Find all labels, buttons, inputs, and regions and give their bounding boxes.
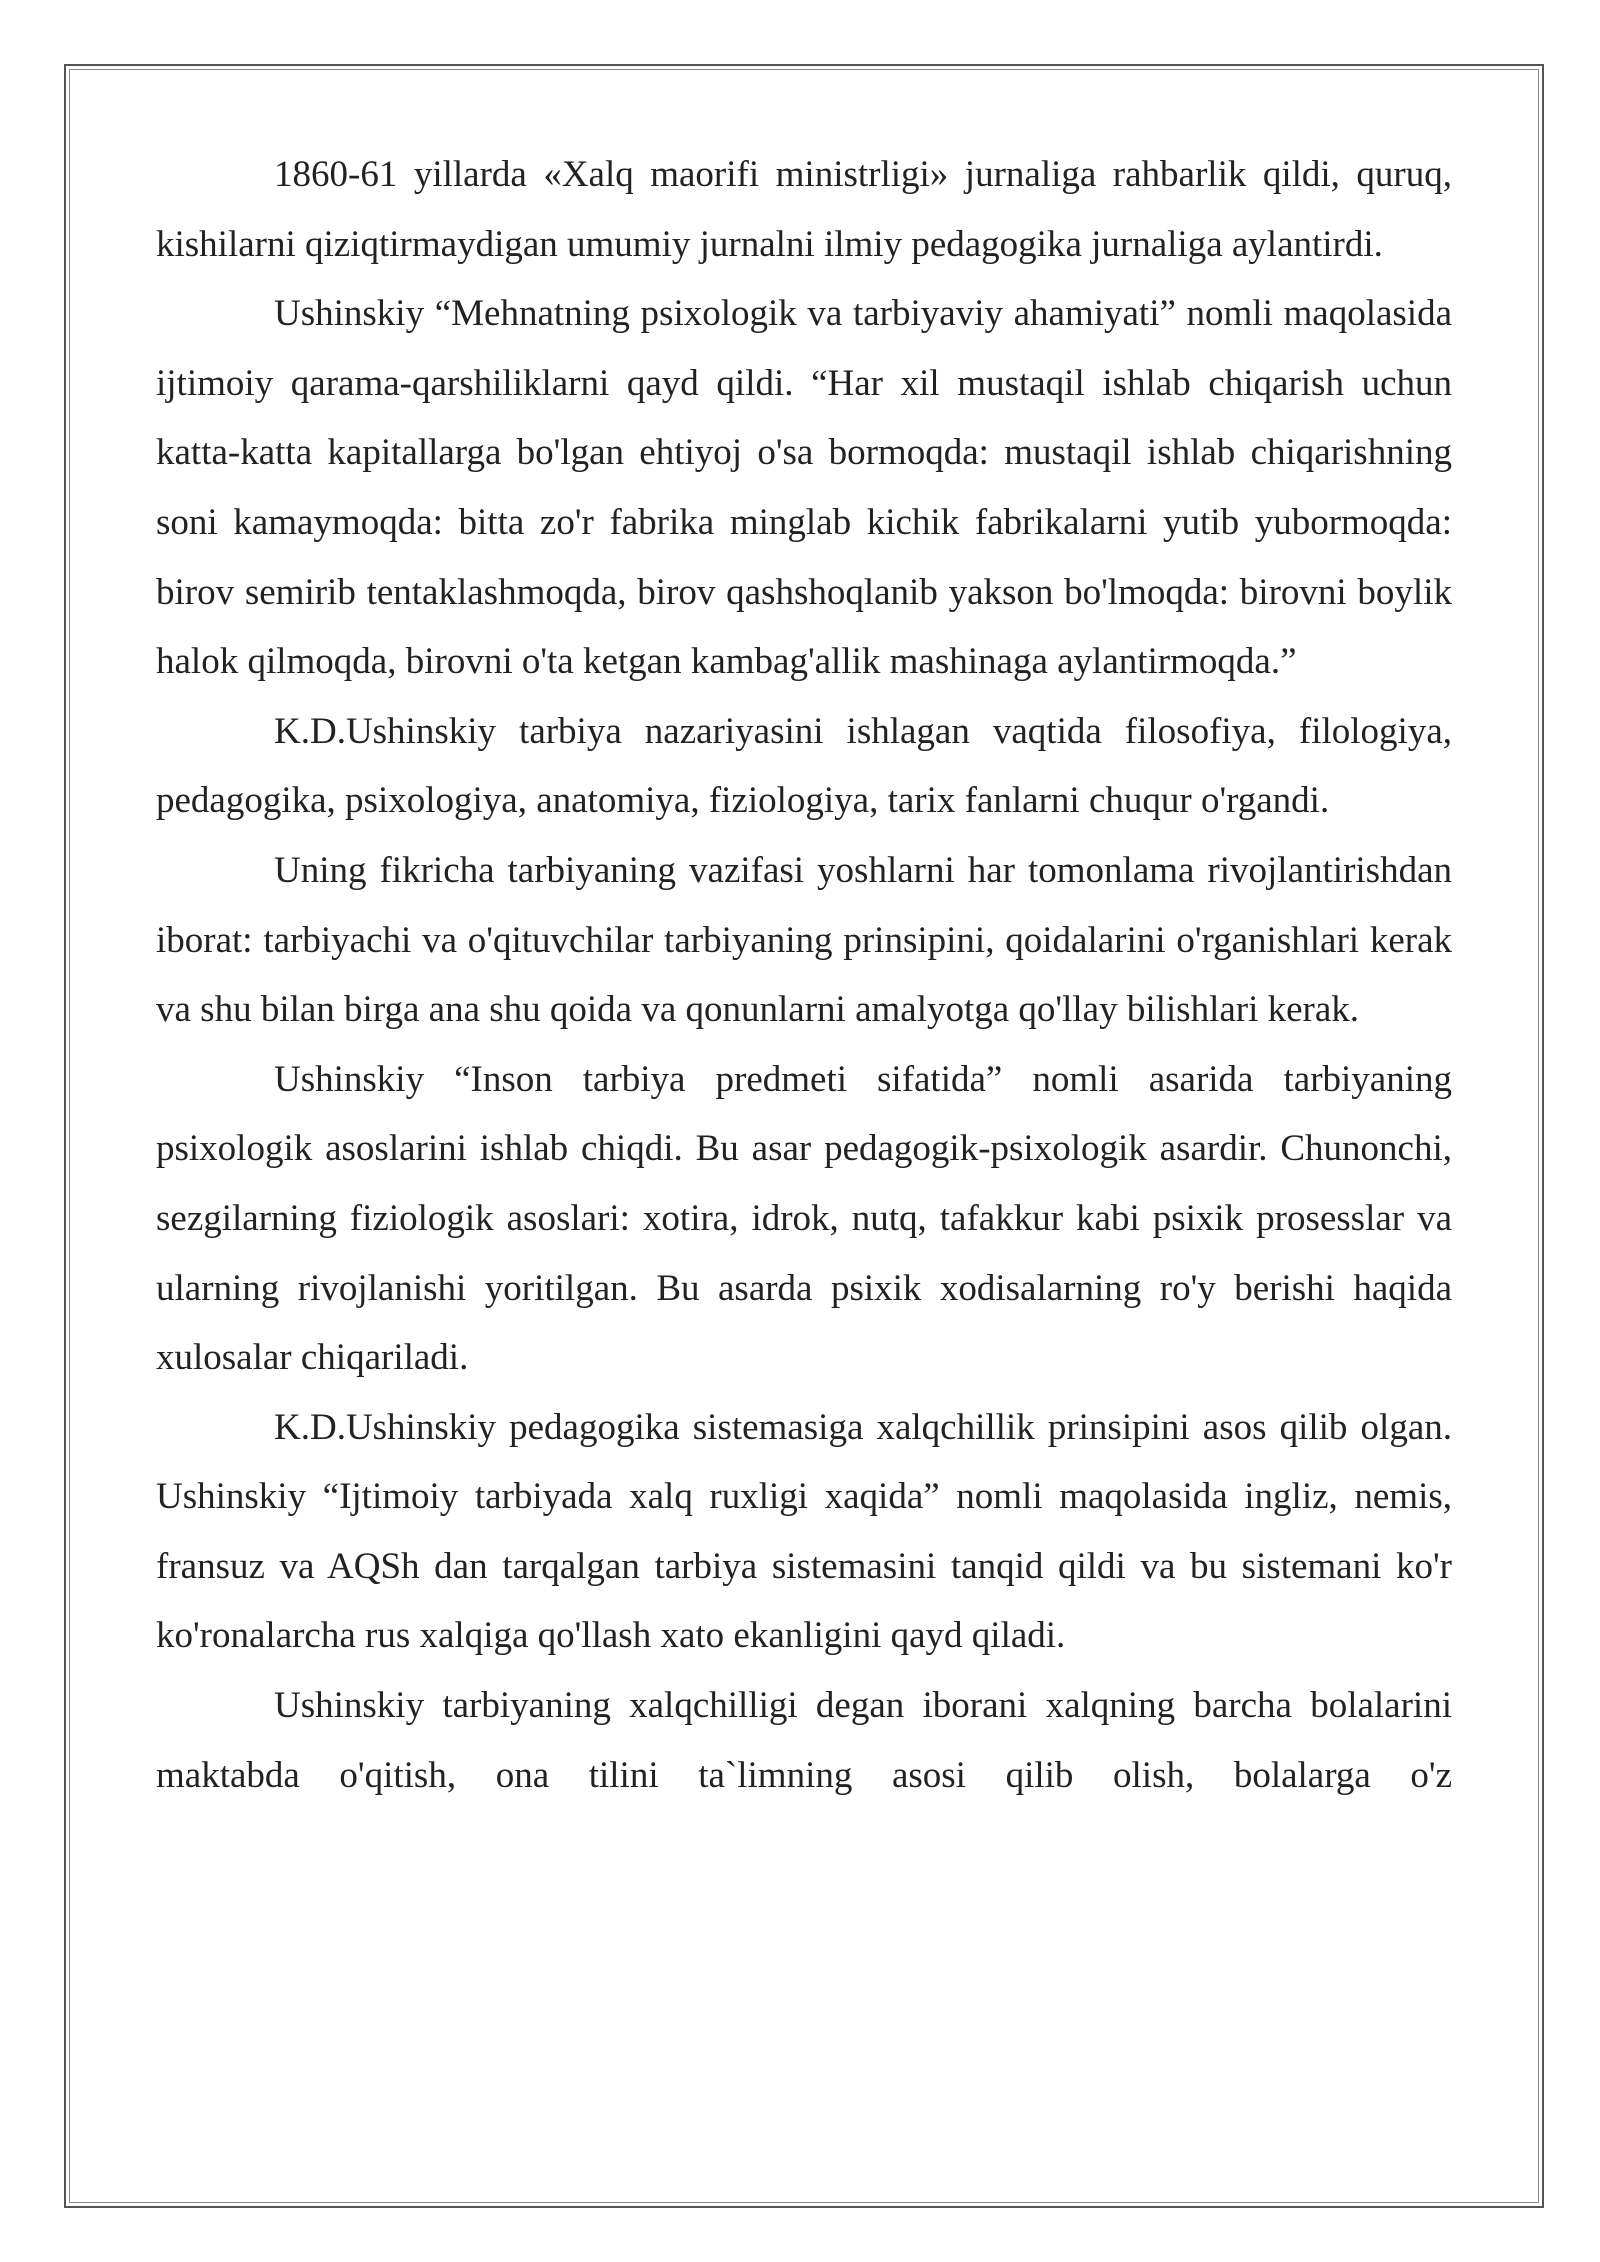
paragraph: Ushinskiy “Mehnatning psixologik va tarbiyaviy ahamiyati” nomli maqolasida ijtimoiy qarama-qarshiliklarni qayd qildi. “Har xil mustaqil ishlab chiqarish uchun katta-katta kapitallarga bo'lgan ehtiyoj o'sa bormoqda: mustaqil ishlab chiqarishning soni kamaymoqda: bitta zo'r fabrika minglab kichik fabrikalarni yutib yubormoqda: birov semirib tentaklashmoqda, birov qashshoqlanib yakson bo'lmoqda: birovni boylik halok qilmoqda, birovni o'ta ketgan kambag'allik mashinaga aylantirmoqda.” xyxy=(156,293,1452,683)
paragraph: Ushinskiy “Inson tarbiya predmeti sifatida” nomli asarida tarbiyaning psixologik asoslarini ishlab chiqdi. Bu asar pedagogik-psixologik asardir. Chunonchi, sezgilarning fiziologik asoslari: xotira, idrok, nutq, tafakkur kabi psixik prosesslar va ularning rivojlanishi yoritilgan. Bu asarda psixik xodisalarning ro'y berishi haqida xulosalar chiqariladi. xyxy=(156,1058,1452,1379)
paragraph: Ushinskiy tarbiyaning xalqchilligi degan iborani xalqning barcha bolalarini maktabda o'qitish, ona tilini ta`limning asosi qilib olish, bolalarga o'z xyxy=(156,1685,1452,1796)
paragraph: K.D.Ushinskiy pedagogika sistemasiga xalqchillik prinsipini asos qilib olgan. Ushinskiy “Ijtimoiy tarbiyada xalq ruxligi xaqida” nomli maqolasida ingliz, nemis, fransuz va AQSh dan tarqalgan tarbiya sistemasini tanqid qildi va bu sistemani ko'r ko'ronalarcha rus xalqiga qo'llash xato ekanligini qayd qiladi. xyxy=(156,1406,1452,1657)
document-body xyxy=(156,140,1452,1810)
paragraph: 1860-61 yillarda «Xalq maorifi ministrligi» jurnaliga rahbarlik qildi, quruq, kishilarni qiziqtirmaydigan umumiy jurnalni ilmiy pedagogika jurnaliga aylantirdi. xyxy=(156,154,1452,265)
paragraph: Uning fikricha tarbiyaning vazifasi yoshlarni har tomonlama rivojlantirishdan iborat: tarbiyachi va o'qituvchilar tarbiyaning prinsipini, qoidalarini o'rganishlari kerak va shu bilan birga ana shu qoida va qonunlarni amalyotga qo'llay bilishlari kerak. xyxy=(156,849,1452,1031)
paragraph: K.D.Ushinskiy tarbiya nazariyasini ishlagan vaqtida filosofiya, filologiya, pedagogika, psixologiya, anatomiya, fiziologiya, tarix fanlarni chuqur o'rgandi. xyxy=(156,710,1452,822)
